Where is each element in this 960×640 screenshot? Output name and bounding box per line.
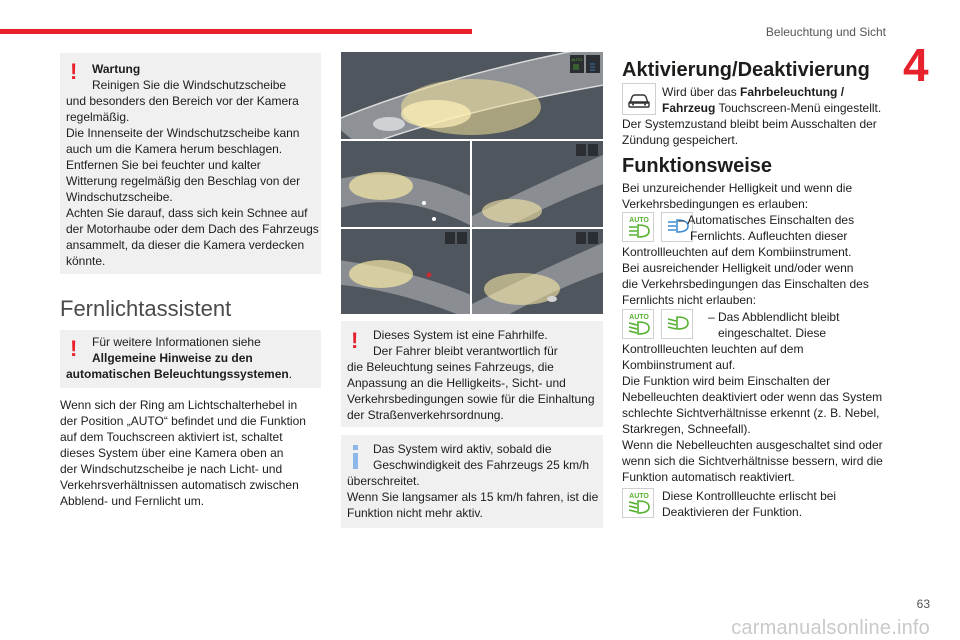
maintenance-line: auch um die Kamera herum beschlagen. <box>66 142 283 156</box>
illustration-grid-2 <box>472 141 603 227</box>
page-number: 63 <box>916 597 930 611</box>
info-line: Für weitere Informationen siehe <box>92 335 261 349</box>
off-text <box>622 488 884 520</box>
illustration-grid-1 <box>341 141 470 227</box>
function-text: Kombiinstrument auf. <box>622 358 736 372</box>
intro-line: der Position „AUTO“ befindet und die Funktion <box>60 414 306 428</box>
assist-line: Verkehrsbedingungen sowie für die Einhaltung <box>347 392 595 406</box>
function-text: Verkehrsbedingungen es erlauben: <box>622 197 809 211</box>
low-beam-text <box>622 309 884 373</box>
oncoming-car-scene <box>341 141 470 227</box>
function-text: Bei unzureichender Helligkeit und wenn die <box>622 181 853 195</box>
section-header: Beleuchtung und Sicht <box>765 25 886 39</box>
warning-icon: ! <box>351 328 359 353</box>
function-text: Kontrollleuchten leuchten auf dem <box>622 342 804 356</box>
function-text: eingeschaltet. Diese <box>718 326 827 340</box>
auto-icon-text: AUTO <box>571 57 583 62</box>
maintenance-line: könnte. <box>66 254 106 268</box>
activation-text: Touchscreen-Menü eingestellt. <box>715 101 882 115</box>
illustration-grid-3 <box>341 229 470 314</box>
maintenance-line: Die Innenseite der Windschutzscheibe kann <box>66 126 300 140</box>
section-title: Fernlichtassistent <box>60 296 232 321</box>
sufficient-light-text <box>622 260 884 308</box>
activation-menu-bold: Fahrzeug <box>662 101 716 115</box>
auto-icon-text: AUTO <box>629 493 649 500</box>
activation-text: Der Systemzustand bleibt beim Ausschalten der <box>622 117 877 131</box>
assist-line: Der Fahrer bleibt verantwortlich für <box>373 344 558 358</box>
assist-line: der Straßenverkehrsordnung. <box>347 408 504 422</box>
function-text: – Automatisches Einschalten des <box>678 213 855 227</box>
warning-icon: ! <box>70 336 78 361</box>
function-heading: Funktionsweise <box>622 155 773 177</box>
illustration-main <box>341 52 603 139</box>
intro-paragraph <box>60 397 322 509</box>
maintenance-warning-box <box>60 53 321 274</box>
function-text: Die Funktion wird beim Einschalten der <box>622 374 831 388</box>
speed-line: Geschwindigkeit des Fahrzeugs 25 km/h <box>373 458 590 472</box>
intro-line: auf dem Touchscreen aktiviert ist, schaltet <box>60 430 283 444</box>
info-line-end: . <box>288 367 293 381</box>
maintenance-line: Achten Sie darauf, dass sich kein Schnee auf <box>66 206 308 220</box>
function-intro <box>622 180 884 212</box>
high-beam-text <box>622 212 884 260</box>
maintenance-line: der Motorhaube oder dem Dach des Fahrzeugs <box>66 222 319 236</box>
low-beam-scene <box>341 229 470 314</box>
function-text: – Das Abblendlicht bleibt <box>708 310 840 324</box>
info-link-text: automatischen Beleuchtungssystemen <box>66 367 289 381</box>
intro-line: Abblend- und Fernlicht um. <box>60 494 205 508</box>
auto-icon-text: AUTO <box>629 217 649 224</box>
speed-line: Wenn Sie langsamer als 15 km/h fahren, ist die <box>347 490 599 504</box>
high-beam-scene <box>472 229 603 314</box>
maintenance-title: Wartung <box>92 62 141 76</box>
illustration-grid-4 <box>472 229 603 314</box>
chapter-number: 4 <box>903 39 929 91</box>
info-reference-box <box>60 330 321 388</box>
activation-menu-bold: Fahrbeleuchtung / <box>740 85 845 99</box>
function-text: Nebelleuchten deaktiviert oder wenn das System <box>622 390 883 404</box>
function-text: Wenn die Nebelleuchten ausgeschaltet sind oder <box>622 438 883 452</box>
speed-line: Funktion nicht mehr aktiv. <box>347 506 483 520</box>
function-text: Kontrollleuchten auf dem Kombiinstrument. <box>622 245 852 259</box>
driver-assist-warning-box <box>341 321 603 427</box>
function-text: Fernlichts. Aufleuchten dieser <box>690 229 848 243</box>
intro-line: dieses System über eine Kamera oben an <box>60 446 284 460</box>
intro-line: der Windschutzscheibe je nach Licht- und <box>60 462 283 476</box>
watermark-text: carmanualsonline.info <box>731 617 930 639</box>
activation-text: Zündung gespeichert. <box>622 133 739 147</box>
function-text: Starkregen, Schneefall). <box>622 422 751 436</box>
maintenance-line: ansammelt, da dieser die Kamera verdecken <box>66 238 305 252</box>
activation-paragraph <box>622 84 884 148</box>
maintenance-line: Witterung regelmäßig den Beschlag von der <box>66 174 301 188</box>
intro-line: Verkehrsverhältnissen automatisch zwischen <box>60 478 299 492</box>
function-text: schlechte Sichtverhältnisse erkennt (z. B. Nebel, <box>622 406 880 420</box>
activation-heading: Aktivierung/Deaktivierung <box>622 59 870 81</box>
function-text: Bei ausreichender Helligkeit und/oder wenn <box>622 261 854 275</box>
function-text: Deaktivieren der Funktion. <box>662 505 803 519</box>
maintenance-line: Reinigen Sie die Windschutzscheibe <box>92 78 287 92</box>
function-text: Funktion automatisch reaktiviert. <box>622 470 795 484</box>
activation-text: Wird über das <box>662 85 741 99</box>
speed-info-box <box>341 435 603 528</box>
function-text: Diese Kontrollleuchte erlischt bei <box>662 489 837 503</box>
auto-icon-text: AUTO <box>629 314 649 321</box>
maintenance-line: regelmäßig. <box>66 110 130 124</box>
header-accent-bar <box>0 29 472 34</box>
fog-text <box>622 373 884 485</box>
speed-line: überschreitet. <box>347 474 420 488</box>
warning-icon: ! <box>70 59 78 84</box>
info-line-bold: Allgemeine Hinweise zu den <box>92 351 253 365</box>
preceding-car-scene <box>472 141 603 227</box>
road-curve-scene <box>341 52 603 139</box>
function-text: die Verkehrsbedingungen das Einschalten des <box>622 277 869 291</box>
function-text: Fernlichts nicht erlauben: <box>622 293 757 307</box>
maintenance-line: Windschutzscheibe. <box>66 190 173 204</box>
assist-line: Anpassung an die Helligkeits-, Sicht- und <box>347 376 566 390</box>
function-text: wenn sich die Sichtverhältnisse bessern, wird die <box>622 454 883 468</box>
assist-line: die Beleuchtung seines Fahrzeugs, die <box>347 360 554 374</box>
speed-line: Das System wird aktiv, sobald die <box>373 442 552 456</box>
maintenance-line: Entfernen Sie bei feuchter und kalter <box>66 158 261 172</box>
intro-line: Wenn sich der Ring am Lichtschalterhebel in <box>60 398 298 412</box>
maintenance-line: und besonders den Bereich vor der Kamera <box>66 94 299 108</box>
assist-line: Dieses System ist eine Fahrhilfe. <box>373 328 548 342</box>
